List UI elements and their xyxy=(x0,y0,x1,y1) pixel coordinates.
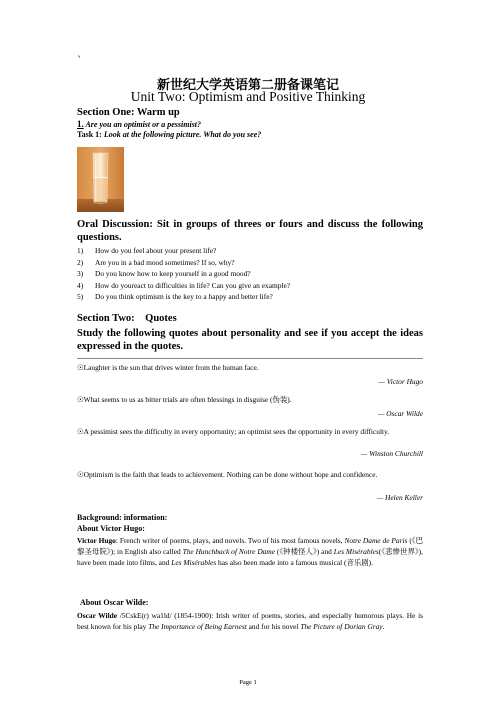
quotes-instructions: Study the following quotes about personality and see if you accept the ideas expressed in the quotes. xyxy=(77,328,423,352)
book-title: The Picture of Dorian Gray xyxy=(300,622,383,631)
book-title: The Importance of Being Earnest xyxy=(148,622,247,631)
text-run: (《悲惨世界》), have been made into films, and xyxy=(77,547,423,567)
quote-author: — Helen Keller xyxy=(376,493,423,502)
text-run: (《巴黎圣母院》); in English also called xyxy=(77,536,424,556)
warmup-question xyxy=(77,119,201,129)
quote-text: ☉What seems to us as bitter trials are often blessings in disguise (伪装). xyxy=(77,395,292,404)
list-item-text: Do you know how to keep yourself in a good mood? xyxy=(95,269,251,278)
hugo-name: Victor Hugo xyxy=(77,536,116,545)
text-run: /5CskE(r) wa1ld/ (1854-1900): Irish writer of poems, stories, and especially humorous plays. He is best known for his play xyxy=(77,611,423,631)
list-item-text: How do you feel about your present life? xyxy=(95,246,217,255)
document-title-chinese: 新世纪大学英语第二册备课笔记 xyxy=(156,78,339,93)
list-item-number: 1) xyxy=(77,246,84,255)
text-run: has also been made into a famous musical (音乐剧). xyxy=(216,558,373,567)
section-one-heading: Section One: Warm up xyxy=(77,107,180,118)
book-title: Les Misérables xyxy=(171,558,217,567)
text-run: : French writer of poems, plays, and novels. Two of his most famous novels, xyxy=(115,536,345,545)
book-title: Les Misérables xyxy=(333,547,379,556)
glass-of-water-image xyxy=(77,147,124,212)
about-wilde-heading: About Oscar Wilde: xyxy=(80,598,149,607)
text-run: (《钟楼怪人》) and xyxy=(274,547,334,556)
task-text: Look at the following picture. What do you see? xyxy=(103,130,262,139)
list-item xyxy=(77,280,290,292)
list-item xyxy=(77,268,290,280)
question-text: Are you an optimist or a pessimist? xyxy=(85,120,202,129)
quote-text: ☉Laughter is the sun that drives winter from the human face. xyxy=(77,363,259,372)
list-item xyxy=(77,245,290,257)
section-two-heading: Section Two: Quotes xyxy=(77,313,177,324)
quote-author: — Oscar Wilde xyxy=(377,409,423,418)
list-item-number: 5) xyxy=(77,292,84,301)
list-item-number: 4) xyxy=(77,280,84,290)
unit-title: Unit Two: Optimism and Positive Thinking xyxy=(130,89,366,104)
text-run: . xyxy=(382,622,385,631)
task-label: Task 1: xyxy=(77,130,102,139)
backtick-mark: ` xyxy=(77,56,82,67)
book-title: The Hunchback of Notre Dame xyxy=(182,547,275,556)
list-item-number: 3) xyxy=(77,269,84,278)
divider xyxy=(77,358,423,359)
wilde-paragraph xyxy=(77,610,423,632)
quote-text: ☉Optimism is the faith that leads to achievement. Nothing can be done without hope and confidence. xyxy=(77,470,378,479)
about-hugo-heading: About Victor Hugo: xyxy=(77,524,145,533)
book-title: Notre Dame de Paris xyxy=(344,536,408,545)
quote-author: — Winston Churchill xyxy=(360,449,423,458)
background-heading: Background: information: xyxy=(77,513,168,522)
text-run: and for his novel xyxy=(246,622,301,631)
wilde-name: Oscar Wilde xyxy=(77,611,118,620)
list-item-text: Do you think optimism is the key to a happy and better life? xyxy=(95,292,273,301)
task-1 xyxy=(77,130,261,139)
quote-text: ☉A pessimist sees the difficulty in every opportunity; an optimist sees the opportunity in every difficulty. xyxy=(77,427,390,436)
oral-discussion-instructions: Oral Discussion: Sit in groups of threes or fours and discuss the following questions. xyxy=(77,219,423,243)
list-item xyxy=(77,257,290,269)
list-item-number: 2) xyxy=(77,257,84,267)
glass-of-water-icon xyxy=(77,147,124,212)
page-number: Page 1 xyxy=(239,679,257,686)
quote-author: — Victor Hugo xyxy=(378,377,423,386)
list-item-text: Are you in a bad mood sometimes? If so, why? xyxy=(95,257,235,267)
discussion-question-list xyxy=(77,245,290,303)
list-item-text: How do youreact to difficulties in life? Can you give an example? xyxy=(95,280,291,290)
hugo-paragraph xyxy=(77,535,423,568)
list-item xyxy=(77,291,290,303)
question-number: 1. xyxy=(77,119,84,129)
